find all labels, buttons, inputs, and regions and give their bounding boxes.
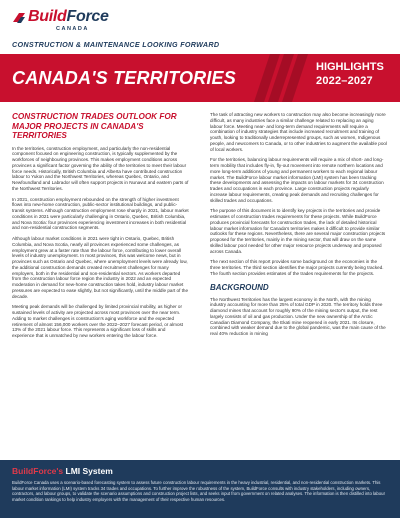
logo-force: Force	[66, 8, 109, 25]
page-title: CANADA'S TERRITORIES	[12, 68, 236, 88]
footer-text: BuildForce Canada uses a scenario-based forecasting system to assess future construction labour requirements in the heavy industrial, residential, and non-residential construction markets. This labour market information (LMI) system tracks 34 trades and occupations. To further improve the robustness of the system, BuildForce consults with industry stakeholders, including owners, contractors, and labour groups, to validate the scenario assumptions and construction project lists, and seeks input from government on related analyses. The information is then distilled into labour market condition rankings to help industry employers with the management of their respective human resources.	[12, 480, 386, 502]
highlights-years: 2022–2027	[316, 75, 373, 87]
logo-build: Build	[28, 8, 67, 25]
logo-wordmark	[28, 8, 109, 26]
right-column	[210, 112, 387, 342]
paragraph: In the territories, construction employment, and particularly the non-residential component focused on engineering construction, is typically supplemented by the workforces of neighbouring provinces. This makes employment conditions across provinces a significant factor governing the ability of the territories to meet their labour force needs. Historically, British Columbia and Alberta have contributed construction labour to Yukon and the Northwest Territories, whereas Quebec, Ontario, and Newfoundland and Labrador will often support projects in Nunavut and eastern parts of the Northwest Territories.	[12, 145, 189, 191]
paragraph: Although labour market conditions in 2021 were tight in Ontario, Quebec, British Columbia, and Nova Scotia, nearly all provinces experienced some challenges, as employment grew at a faster rate than the labour force, contributing to lower overall levels of industry unemployment. In most provinces, this was welcome news, but in provinces such as Ontario and Quebec, where unemployment levels were already low, the additional construction demands created recruitment challenges for many employers, both in the residential and non-residential sectors. As workers departed from the construction labour force region the industry in 2022 and an expected moderation in demand for new-home construction takes hold, industry labour market pressures are expected to ease slightly, but not significantly, until the middle part of the decade.	[12, 236, 189, 299]
banner-stripes-decoration	[252, 54, 312, 102]
footer-title	[12, 466, 113, 476]
paragraph: The task of attracting new workers to construction may also become increasingly more difficult, as many industries face a similar challenge related to replacing an aging labour force. Meeting near- and long-term demand requirements will require a combination of industry strategies that include increased recruitment and training of youth, looking to traditionally underrepresented groups, such as women, Indigenous people, and newcomers to Canada, or to other industries to augment the available pool of local workers.	[210, 112, 387, 152]
paragraph: The Northwest Territories has the largest economy in the North, with the mining industry accounting for more than 25% of total GDP in 2020. The territory holds three diamond mines that account for roughly 90% of the mining sector's output, the rest largely consists of oil and gas production. Under the new ownership of the Arctic Canadian Diamond Company, the Ekati mine reopened in early 2021. Its closure, combined with weaker demand due to the global pandemic, was the main cause of the real 40% reduction in mining	[210, 296, 386, 336]
lmi-system-footer	[0, 460, 400, 518]
left-column	[12, 112, 189, 344]
footer-title-rest: LMI System	[63, 466, 113, 476]
paragraph: In 2021, construction employment rebounded on the strength of higher investment flows into new-home construction, public-sector institutional buildings, and public-transit systems. Although construction employment rose sharply in 2021, labour market conditions in 2021 were particularly challenging in Ontario, Quebec, British Columbia, and Nova Scotia: four provinces experiencing investment increases in both residential and non-residential construction segments.	[12, 196, 189, 231]
paragraph: Meeting peak demands will be challenged by limited provincial mobility, as higher or sustained levels of activity are projected across most provinces over the near term. Adding to market challenges is construction's aging workforce and the expected retirement of almost 156,000 workers over the 2022–2027 forecast period, or almost 13% of the 2021 labour force. This represents a significant loss of skills and experience that is unmatched by new workers entering the labour force.	[12, 304, 184, 338]
title-banner	[0, 54, 400, 102]
section-heading: CONSTRUCTION TRADES OUTLOOK FOR MAJOR PROJECTS IN CANADA'S TERRITORIES	[12, 112, 177, 140]
highlights-title: HIGHLIGHTS	[316, 61, 384, 73]
paragraph: For the territories, balancing labour requirements will require a mix of short- and long-term mobility that includes fly-in, fly-out movement into remote northern locations and more long-term additions of young and permanent workers to each regional labour market. The BuildForce labour market information (LMI) system has been tracking these developments and assessing the impacts on labour markets for 34 construction trades and occupations in each province. Large construction projects regularly increase labour requirements, creating peak demands and recruiting challenges for skilled trades and occupations.	[210, 157, 384, 203]
paragraph: The purpose of this document is to identify key projects in the territories and provide estimates of construction trades requirements for these projects. While BuildForce produces provincial forecasts for construction trades, the lack of detailed historical labour market information for Canada's territories makes it difficult to provide similar outlooks for these regions. Nevertheless, there are several major construction projects proposed for the territories, mainly in the mining sector, that will draw on the same skilled labour pool needed for other major resource projects underway and proposed across Canada.	[210, 208, 386, 254]
tagline: CONSTRUCTION & MAINTENANCE LOOKING FORWARD	[12, 40, 220, 49]
logo-swoosh-icon	[12, 11, 26, 25]
footer-title-brand: BuildForce's	[12, 466, 64, 476]
highlights-label	[316, 60, 394, 88]
paragraph: The next section of this report provides some background on the economies in the three territories. The third section identifies the major projects currently being tracked. The fourth section provides estimates of the trades requirements for the projects.	[210, 259, 384, 276]
buildforce-logo	[12, 8, 124, 38]
logo-canada: CANADA	[56, 26, 89, 32]
background-heading: BACKGROUND	[210, 282, 269, 292]
